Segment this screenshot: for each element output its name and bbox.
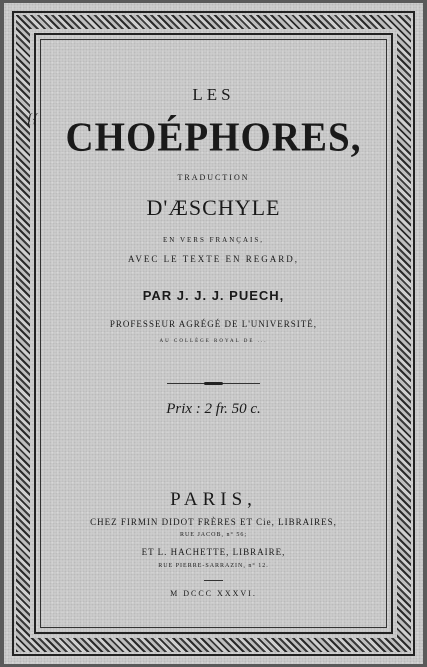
title-page-content xyxy=(44,43,383,624)
decorative-rule xyxy=(167,383,260,384)
price-label: Prix : 2 fr. 50 c. xyxy=(166,401,261,417)
translation-label: TRADUCTION xyxy=(177,173,250,182)
book-title: CHOÉPHORES, xyxy=(65,114,362,161)
publisher-line-2: ET L. HACHETTE, LIBRAIRE, xyxy=(141,547,286,557)
imprint-city: PARIS, xyxy=(170,489,257,510)
book-cover xyxy=(4,3,423,664)
verse-note: EN VERS FRANÇAIS, xyxy=(163,236,264,244)
translator-name: PAR J. J. J. PUECH, xyxy=(142,288,285,303)
translator-college: AU COLLÈGE ROYAL DE ... xyxy=(159,339,268,344)
author-name: D'ÆSCHYLE xyxy=(146,195,281,220)
margin-mark: {{ xyxy=(27,112,39,127)
title-article: LES xyxy=(192,85,235,104)
publisher-line-1: CHEZ FIRMIN DIDOT FRÈRES ET Cie, LIBRAIRES, xyxy=(90,517,337,527)
publisher-address-1: RUE JACOB, n° 56; xyxy=(179,532,248,538)
text-note: AVEC LE TEXTE EN REGARD, xyxy=(128,254,299,264)
small-rule xyxy=(204,580,223,581)
translator-title: PROFESSEUR AGRÉGÉ DE L'UNIVERSITÉ, xyxy=(109,319,318,329)
publisher-address-2: RUE PIERRE-SARRAZIN, n° 12. xyxy=(158,563,269,569)
publication-date: M DCCC XXXVI. xyxy=(170,589,257,598)
